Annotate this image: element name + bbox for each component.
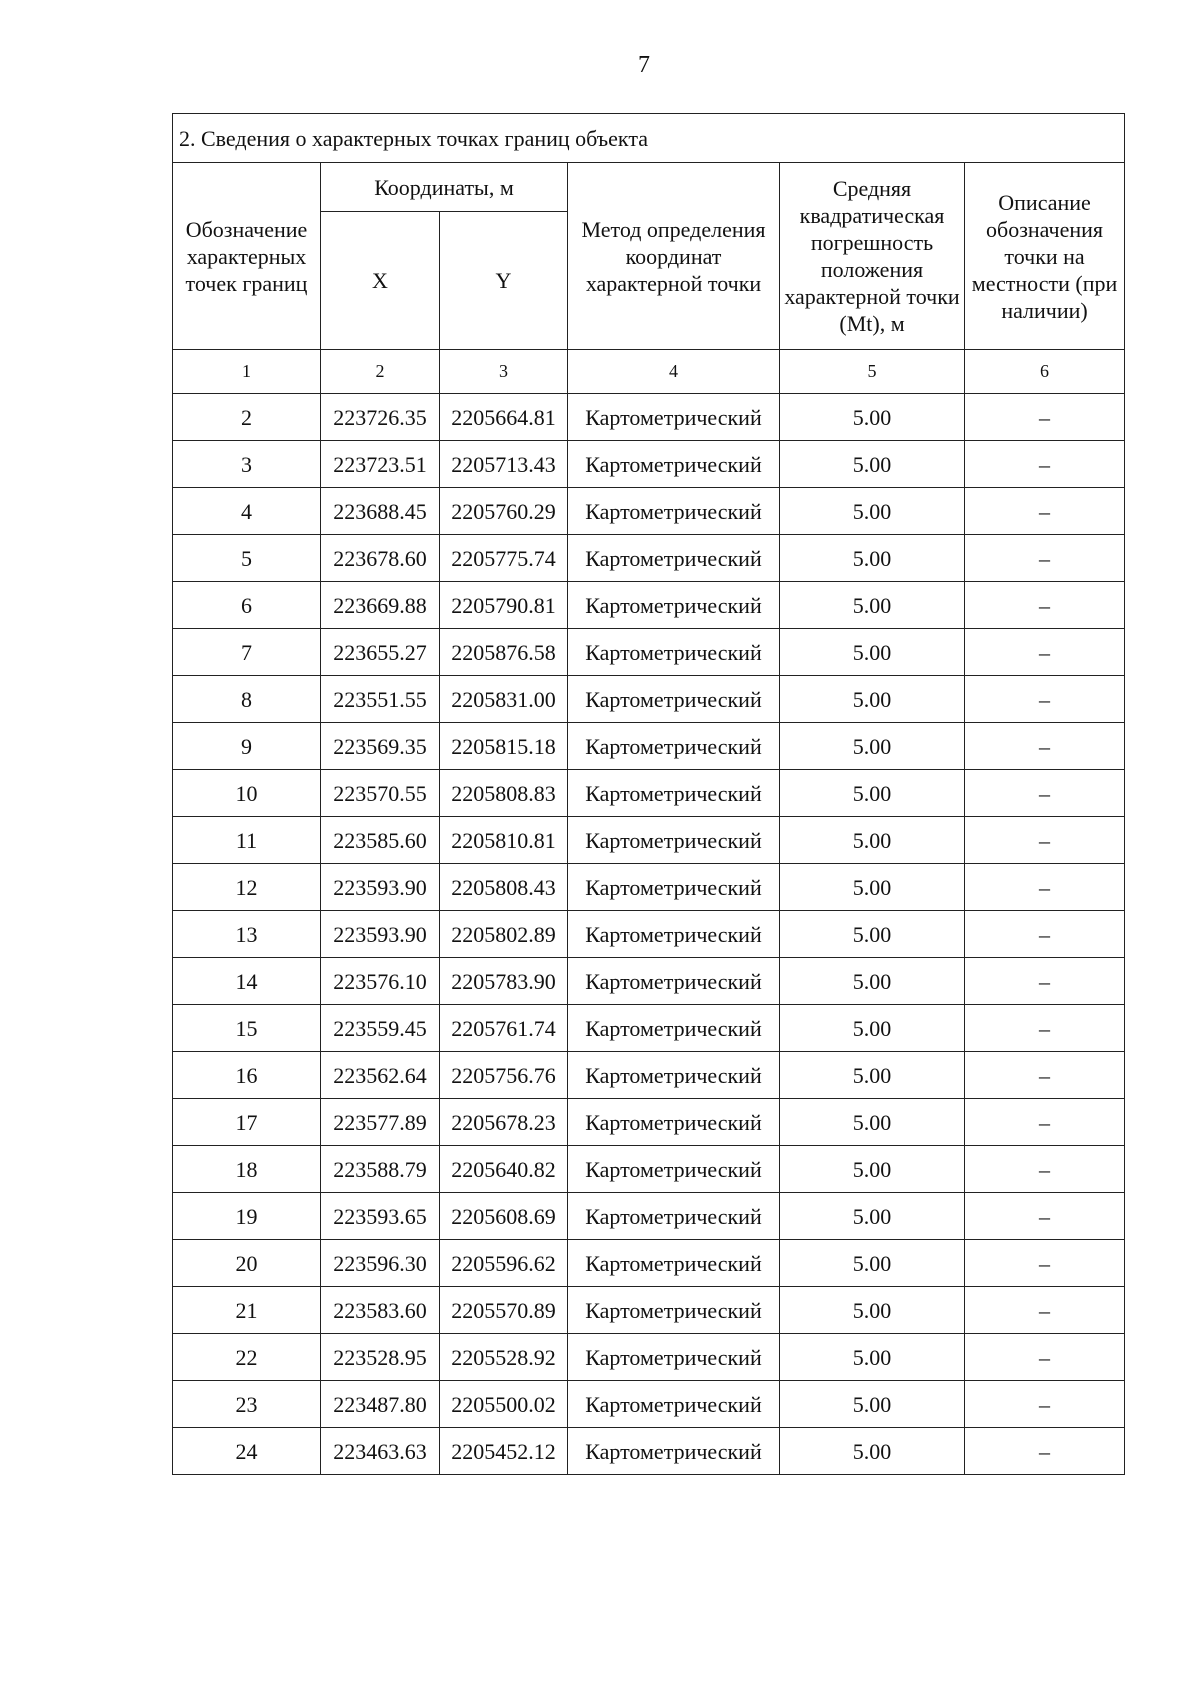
cell-x: 223583.60 bbox=[321, 1287, 440, 1334]
cell-y: 2205761.74 bbox=[440, 1005, 568, 1052]
cell-mt: 5.00 bbox=[780, 1240, 965, 1287]
table-row bbox=[173, 1287, 1125, 1334]
cell-description: – bbox=[965, 1193, 1125, 1240]
cell-mt: 5.00 bbox=[780, 1193, 965, 1240]
cell-point: 12 bbox=[173, 864, 321, 911]
cell-point: 21 bbox=[173, 1287, 321, 1334]
cell-x: 223487.80 bbox=[321, 1381, 440, 1428]
cell-mt: 5.00 bbox=[780, 1334, 965, 1381]
cell-mt: 5.00 bbox=[780, 1428, 965, 1475]
cell-y: 2205596.62 bbox=[440, 1240, 568, 1287]
cell-point: 9 bbox=[173, 723, 321, 770]
cell-description: – bbox=[965, 1428, 1125, 1475]
header-error: Средняя квадратическая погрешность положения характерной точки (Mt), м bbox=[780, 163, 965, 350]
column-number: 5 bbox=[780, 350, 965, 394]
header-description: Описание обозначения точки на местности (при наличии) bbox=[965, 163, 1125, 350]
cell-point: 4 bbox=[173, 488, 321, 535]
cell-y: 2205815.18 bbox=[440, 723, 568, 770]
cell-x: 223577.89 bbox=[321, 1099, 440, 1146]
cell-x: 223559.45 bbox=[321, 1005, 440, 1052]
cell-x: 223593.90 bbox=[321, 911, 440, 958]
cell-x: 223576.10 bbox=[321, 958, 440, 1005]
cell-point: 3 bbox=[173, 441, 321, 488]
cell-point: 20 bbox=[173, 1240, 321, 1287]
cell-description: – bbox=[965, 958, 1125, 1005]
cell-mt: 5.00 bbox=[780, 535, 965, 582]
cell-x: 223585.60 bbox=[321, 817, 440, 864]
cell-mt: 5.00 bbox=[780, 958, 965, 1005]
cell-description: – bbox=[965, 817, 1125, 864]
section-title: 2. Сведения о характерных точках границ объекта bbox=[173, 114, 1125, 163]
cell-point: 7 bbox=[173, 629, 321, 676]
header-coordinates: Координаты, м bbox=[321, 163, 568, 212]
table-row bbox=[173, 676, 1125, 723]
cell-method: Картометрический bbox=[568, 394, 780, 441]
table-row bbox=[173, 629, 1125, 676]
cell-x: 223726.35 bbox=[321, 394, 440, 441]
table-row bbox=[173, 394, 1125, 441]
table-row bbox=[173, 723, 1125, 770]
cell-y: 2205756.76 bbox=[440, 1052, 568, 1099]
cell-method: Картометрический bbox=[568, 535, 780, 582]
column-numbers-row bbox=[173, 350, 1125, 394]
cell-point: 22 bbox=[173, 1334, 321, 1381]
cell-x: 223593.65 bbox=[321, 1193, 440, 1240]
cell-description: – bbox=[965, 1052, 1125, 1099]
cell-description: – bbox=[965, 441, 1125, 488]
cell-point: 13 bbox=[173, 911, 321, 958]
cell-point: 19 bbox=[173, 1193, 321, 1240]
cell-description: – bbox=[965, 1146, 1125, 1193]
cell-method: Картометрический bbox=[568, 488, 780, 535]
cell-point: 17 bbox=[173, 1099, 321, 1146]
cell-y: 2205808.83 bbox=[440, 770, 568, 817]
cell-method: Картометрический bbox=[568, 723, 780, 770]
cell-description: – bbox=[965, 676, 1125, 723]
column-number: 2 bbox=[321, 350, 440, 394]
cell-x: 223678.60 bbox=[321, 535, 440, 582]
cell-description: – bbox=[965, 629, 1125, 676]
cell-description: – bbox=[965, 723, 1125, 770]
cell-method: Картометрический bbox=[568, 958, 780, 1005]
cell-mt: 5.00 bbox=[780, 770, 965, 817]
column-number: 6 bbox=[965, 350, 1125, 394]
cell-x: 223569.35 bbox=[321, 723, 440, 770]
cell-x: 223551.55 bbox=[321, 676, 440, 723]
cell-method: Картометрический bbox=[568, 864, 780, 911]
cell-description: – bbox=[965, 394, 1125, 441]
cell-method: Картометрический bbox=[568, 1052, 780, 1099]
table-row bbox=[173, 1381, 1125, 1428]
cell-x: 223723.51 bbox=[321, 441, 440, 488]
cell-y: 2205802.89 bbox=[440, 911, 568, 958]
column-number: 1 bbox=[173, 350, 321, 394]
table-row bbox=[173, 582, 1125, 629]
cell-mt: 5.00 bbox=[780, 1005, 965, 1052]
cell-description: – bbox=[965, 864, 1125, 911]
cell-y: 2205783.90 bbox=[440, 958, 568, 1005]
cell-x: 223588.79 bbox=[321, 1146, 440, 1193]
cell-y: 2205678.23 bbox=[440, 1099, 568, 1146]
table-row bbox=[173, 1146, 1125, 1193]
cell-method: Картометрический bbox=[568, 1193, 780, 1240]
table-row bbox=[173, 864, 1125, 911]
cell-point: 5 bbox=[173, 535, 321, 582]
cell-description: – bbox=[965, 1334, 1125, 1381]
cell-point: 2 bbox=[173, 394, 321, 441]
header-designation: Обозначение характерных точек границ bbox=[173, 163, 321, 350]
table-row bbox=[173, 1005, 1125, 1052]
cell-point: 15 bbox=[173, 1005, 321, 1052]
cell-mt: 5.00 bbox=[780, 1146, 965, 1193]
table-row bbox=[173, 1193, 1125, 1240]
header-method: Метод определения координат характерной точки bbox=[568, 163, 780, 350]
cell-mt: 5.00 bbox=[780, 582, 965, 629]
table-row bbox=[173, 911, 1125, 958]
cell-mt: 5.00 bbox=[780, 723, 965, 770]
cell-mt: 5.00 bbox=[780, 441, 965, 488]
header-row-1 bbox=[173, 163, 1125, 212]
cell-mt: 5.00 bbox=[780, 629, 965, 676]
cell-mt: 5.00 bbox=[780, 864, 965, 911]
cell-y: 2205640.82 bbox=[440, 1146, 568, 1193]
cell-method: Картометрический bbox=[568, 1381, 780, 1428]
cell-mt: 5.00 bbox=[780, 817, 965, 864]
cell-description: – bbox=[965, 1099, 1125, 1146]
cell-y: 2205608.69 bbox=[440, 1193, 568, 1240]
table-row bbox=[173, 958, 1125, 1005]
cell-y: 2205528.92 bbox=[440, 1334, 568, 1381]
cell-x: 223669.88 bbox=[321, 582, 440, 629]
cell-x: 223463.63 bbox=[321, 1428, 440, 1475]
table-row bbox=[173, 817, 1125, 864]
cell-point: 16 bbox=[173, 1052, 321, 1099]
cell-description: – bbox=[965, 1287, 1125, 1334]
cell-description: – bbox=[965, 488, 1125, 535]
cell-point: 11 bbox=[173, 817, 321, 864]
cell-point: 24 bbox=[173, 1428, 321, 1475]
header-x: X bbox=[321, 212, 440, 350]
cell-description: – bbox=[965, 1240, 1125, 1287]
table-row bbox=[173, 1334, 1125, 1381]
cell-method: Картометрический bbox=[568, 1334, 780, 1381]
cell-description: – bbox=[965, 1381, 1125, 1428]
cell-mt: 5.00 bbox=[780, 1287, 965, 1334]
section-title-row bbox=[173, 114, 1125, 163]
cell-x: 223562.64 bbox=[321, 1052, 440, 1099]
cell-x: 223593.90 bbox=[321, 864, 440, 911]
header-y: Y bbox=[440, 212, 568, 350]
cell-point: 18 bbox=[173, 1146, 321, 1193]
cell-y: 2205500.02 bbox=[440, 1381, 568, 1428]
cell-mt: 5.00 bbox=[780, 1099, 965, 1146]
boundary-points-table bbox=[172, 113, 1125, 1475]
cell-description: – bbox=[965, 770, 1125, 817]
cell-y: 2205876.58 bbox=[440, 629, 568, 676]
cell-method: Картометрический bbox=[568, 1240, 780, 1287]
cell-point: 10 bbox=[173, 770, 321, 817]
cell-description: – bbox=[965, 582, 1125, 629]
cell-y: 2205664.81 bbox=[440, 394, 568, 441]
column-number: 3 bbox=[440, 350, 568, 394]
cell-method: Картометрический bbox=[568, 1005, 780, 1052]
table-row bbox=[173, 488, 1125, 535]
table-row bbox=[173, 1428, 1125, 1475]
cell-method: Картометрический bbox=[568, 1146, 780, 1193]
cell-mt: 5.00 bbox=[780, 676, 965, 723]
cell-x: 223596.30 bbox=[321, 1240, 440, 1287]
cell-mt: 5.00 bbox=[780, 911, 965, 958]
cell-y: 2205760.29 bbox=[440, 488, 568, 535]
column-number: 4 bbox=[568, 350, 780, 394]
table-row bbox=[173, 1099, 1125, 1146]
cell-y: 2205831.00 bbox=[440, 676, 568, 723]
cell-method: Картометрический bbox=[568, 1428, 780, 1475]
cell-method: Картометрический bbox=[568, 629, 780, 676]
cell-method: Картометрический bbox=[568, 1287, 780, 1334]
table-row bbox=[173, 1240, 1125, 1287]
table-row bbox=[173, 770, 1125, 817]
cell-y: 2205452.12 bbox=[440, 1428, 568, 1475]
cell-mt: 5.00 bbox=[780, 1381, 965, 1428]
cell-x: 223528.95 bbox=[321, 1334, 440, 1381]
cell-point: 6 bbox=[173, 582, 321, 629]
cell-method: Картометрический bbox=[568, 676, 780, 723]
cell-mt: 5.00 bbox=[780, 488, 965, 535]
cell-method: Картометрический bbox=[568, 817, 780, 864]
table-row bbox=[173, 535, 1125, 582]
cell-y: 2205713.43 bbox=[440, 441, 568, 488]
cell-y: 2205775.74 bbox=[440, 535, 568, 582]
cell-method: Картометрический bbox=[568, 441, 780, 488]
page-number: 7 bbox=[638, 52, 650, 78]
cell-description: – bbox=[965, 1005, 1125, 1052]
cell-method: Картометрический bbox=[568, 582, 780, 629]
cell-y: 2205790.81 bbox=[440, 582, 568, 629]
cell-description: – bbox=[965, 535, 1125, 582]
cell-point: 8 bbox=[173, 676, 321, 723]
cell-x: 223655.27 bbox=[321, 629, 440, 676]
cell-mt: 5.00 bbox=[780, 1052, 965, 1099]
cell-description: – bbox=[965, 911, 1125, 958]
cell-method: Картометрический bbox=[568, 1099, 780, 1146]
cell-y: 2205570.89 bbox=[440, 1287, 568, 1334]
cell-point: 23 bbox=[173, 1381, 321, 1428]
cell-mt: 5.00 bbox=[780, 394, 965, 441]
cell-point: 14 bbox=[173, 958, 321, 1005]
cell-x: 223570.55 bbox=[321, 770, 440, 817]
cell-y: 2205808.43 bbox=[440, 864, 568, 911]
cell-x: 223688.45 bbox=[321, 488, 440, 535]
table-row bbox=[173, 441, 1125, 488]
cell-method: Картометрический bbox=[568, 770, 780, 817]
cell-y: 2205810.81 bbox=[440, 817, 568, 864]
cell-method: Картометрический bbox=[568, 911, 780, 958]
table-row bbox=[173, 1052, 1125, 1099]
